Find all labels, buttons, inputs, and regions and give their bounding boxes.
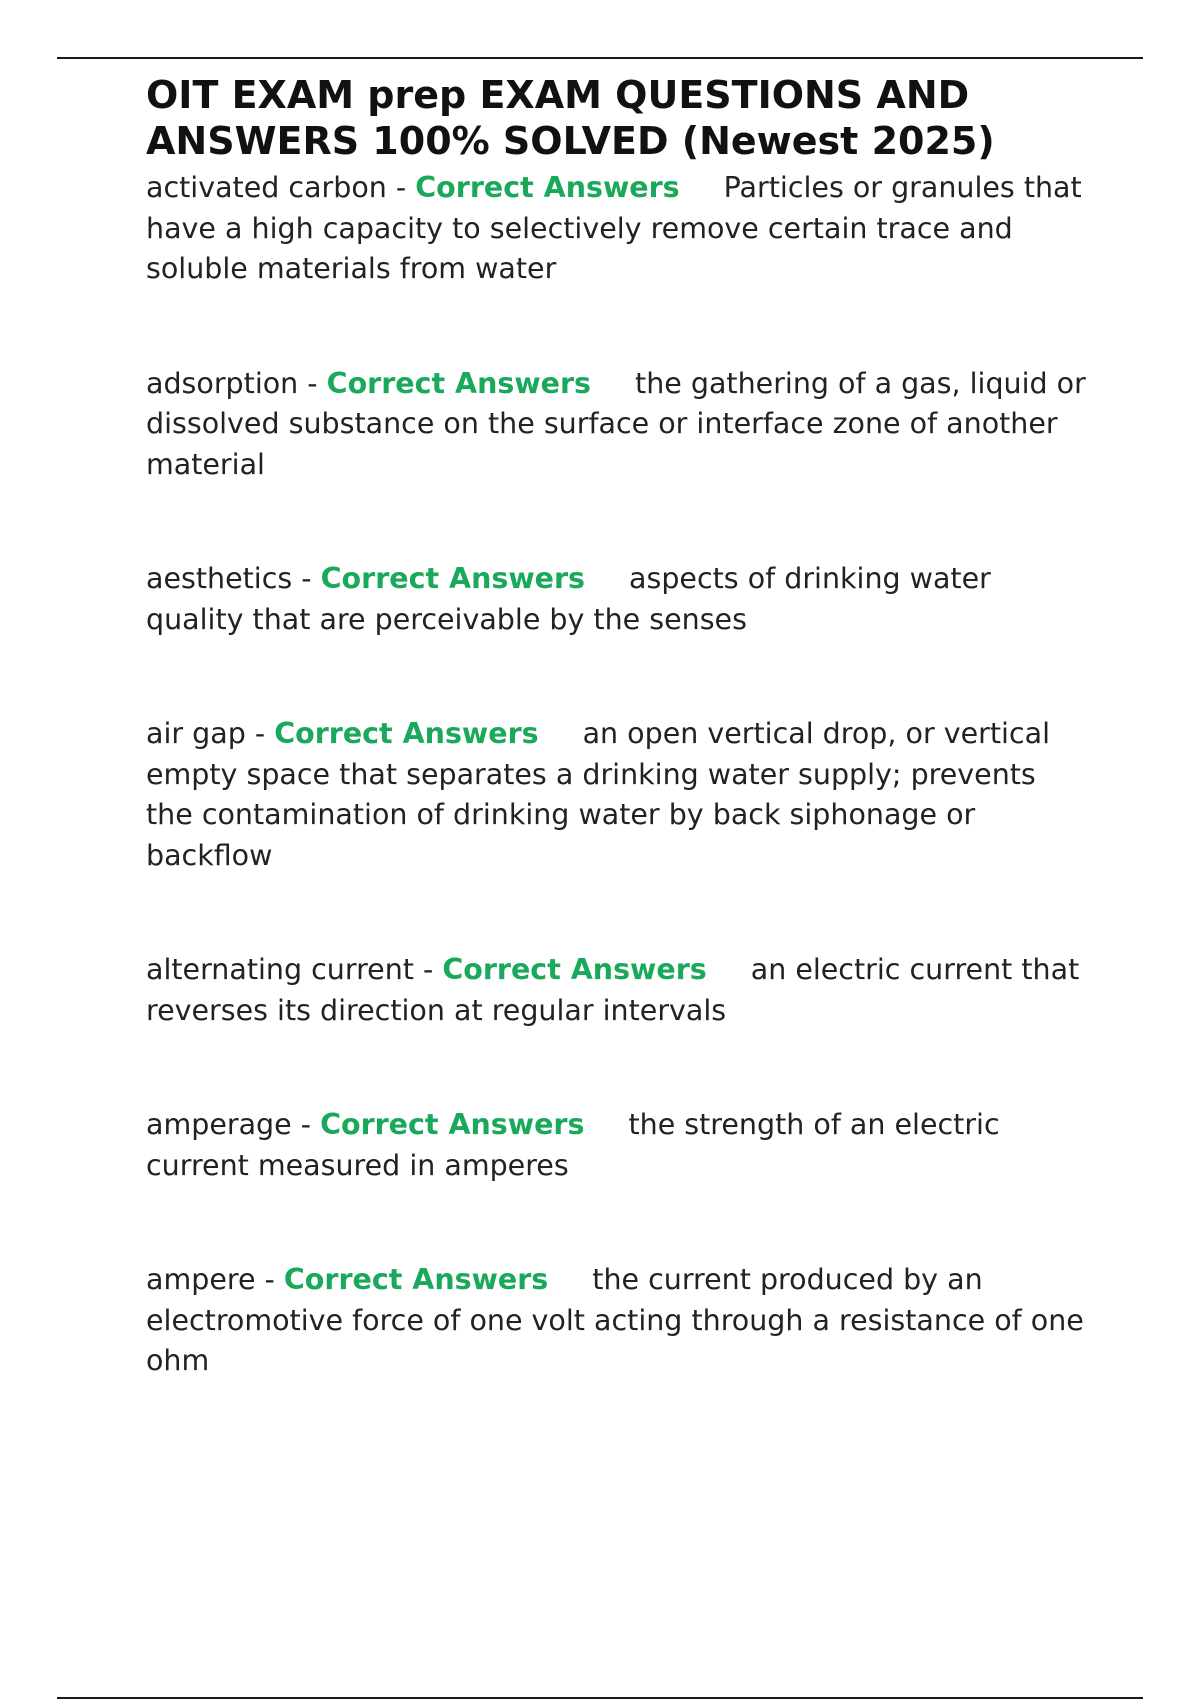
entry-definition: an open vertical drop, or vertical empty space that separates a drinking water supply; prevents the contamination of drinking water by back siphonage or backflow [146, 717, 1050, 872]
correct-answers-label: Correct Answers [274, 717, 539, 750]
entry-definition: the gathering of a gas, liquid or dissolved substance on the surface or interface zone of another material [146, 366, 1086, 481]
entry-term: aesthetics [146, 562, 293, 595]
entry-separator: - [298, 366, 327, 400]
entry-separator: - [291, 1108, 321, 1141]
entry-term: air gap [146, 717, 246, 750]
entry-term: ampere [146, 1263, 256, 1296]
top-rule [57, 57, 1143, 59]
bottom-rule [57, 1697, 1143, 1699]
entry-separator: - [292, 562, 321, 595]
document-title: OIT EXAM prep EXAM QUESTIONS AND ANSWERS 100% SOLVED (Newest 2025) [146, 73, 995, 163]
entry-definition: the current produced by an electromotive force of one volt acting through a resistance of one ohm [146, 1263, 1084, 1377]
correct-answers-label: Correct Answers [320, 1108, 585, 1141]
entry-separator: - [255, 1263, 284, 1296]
entry-activated-carbon [146, 168, 1086, 290]
entry-term: activated carbon [146, 171, 387, 204]
entry-definition: aspects of drinking water quality that are perceivable by the senses [146, 562, 991, 636]
entry-ampere [146, 1260, 1086, 1382]
entry-separator: - [413, 953, 443, 986]
entry-definition: Particles or granules that have a high capacity to selectively remove certain trace and soluble materials from water [146, 171, 1082, 285]
entry-aesthetics [146, 559, 1086, 640]
entry-term: amperage [146, 1108, 292, 1141]
entry-separator: - [245, 717, 275, 750]
correct-answers-label: Correct Answers [320, 562, 586, 595]
correct-answers-label: Correct Answers [283, 1263, 549, 1296]
entry-amperage [146, 1105, 1086, 1186]
document-body [146, 72, 1086, 1382]
entry-definition: an electric current that reverses its direction at regular intervals [146, 953, 1080, 1027]
entry-separator: - [386, 171, 416, 204]
entry-definition: the strength of an electric current measured in amperes [146, 1108, 1000, 1182]
entry-term: adsorption [146, 366, 299, 400]
entry-air-gap [146, 714, 1086, 876]
entry-term: alternating current [146, 953, 414, 986]
correct-answers-label: Correct Answers [415, 171, 680, 204]
correct-answers-label: Correct Answers [326, 366, 592, 400]
entry-adsorption [146, 364, 1086, 486]
entry-alternating-current [146, 950, 1086, 1031]
correct-answers-label: Correct Answers [442, 953, 707, 986]
